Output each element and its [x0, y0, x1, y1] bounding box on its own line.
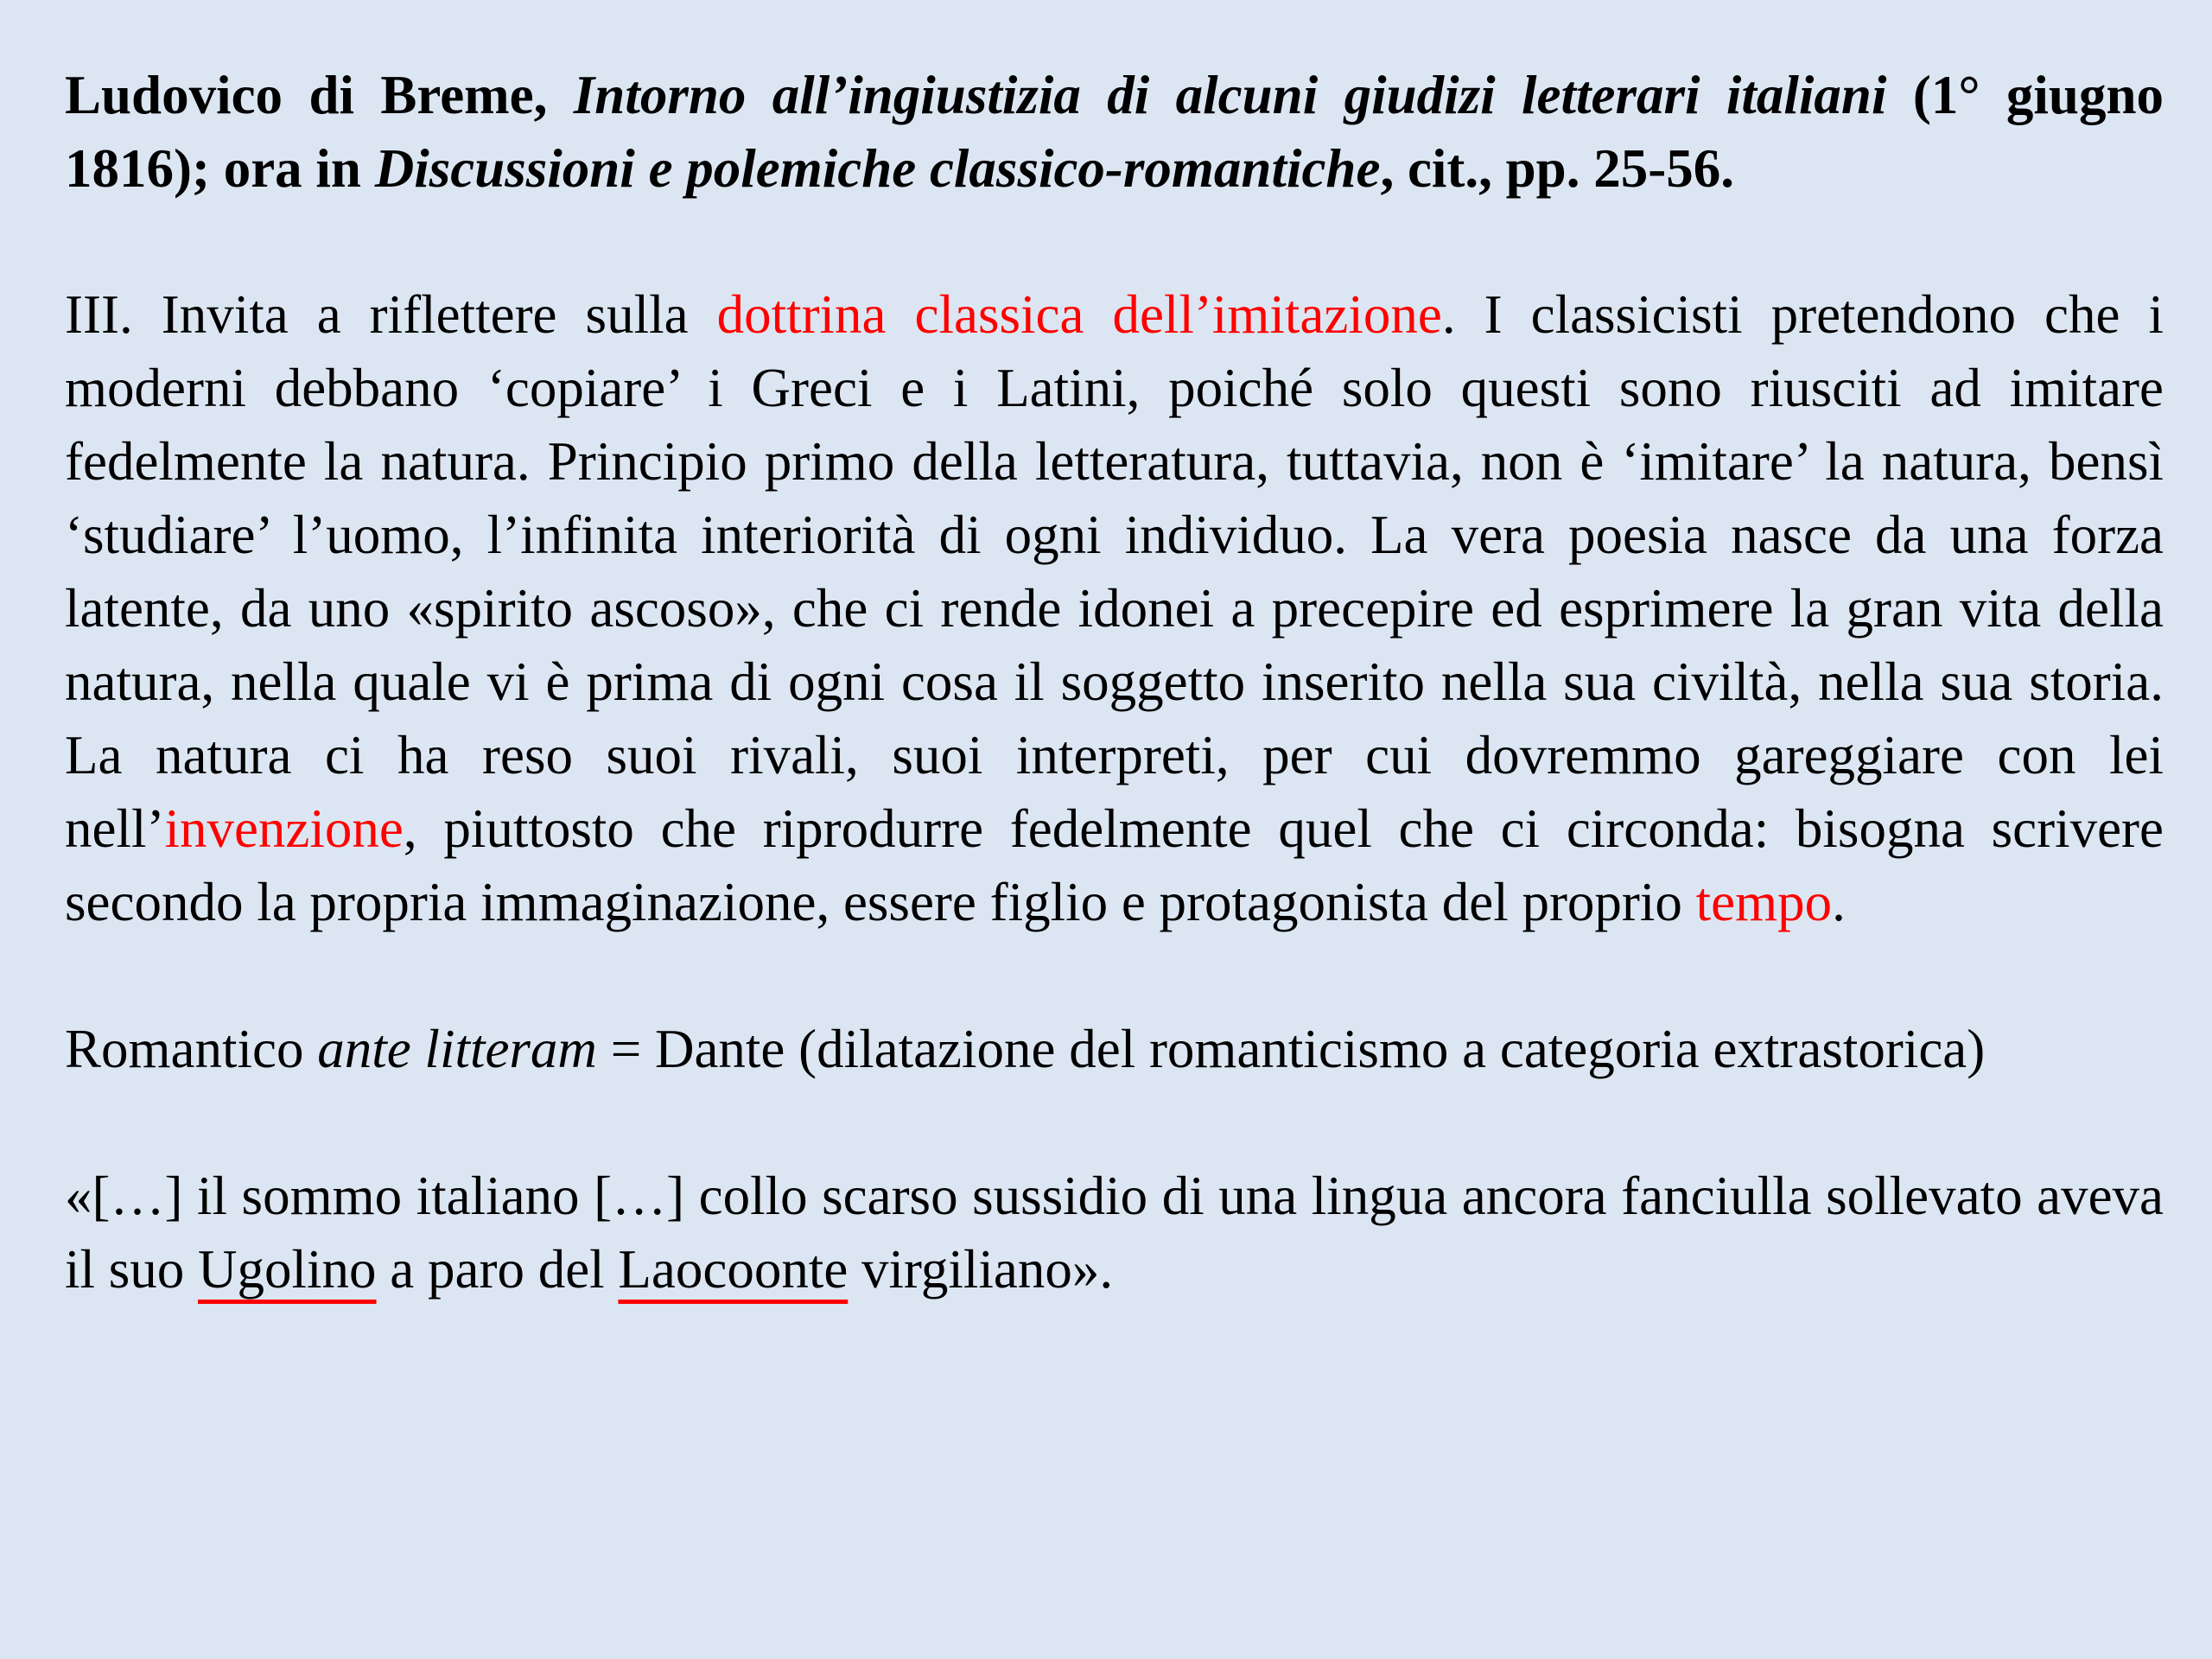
- paragraph1-part3: , piuttosto che riprodurre fedelmente quel che ci circonda: bisogna scrivere secondo la propria immaginazione, essere figlio e protagonista del proprio: [65, 798, 2164, 932]
- paragraph1-part4: .: [1832, 872, 1846, 932]
- paragraph2-part1: Romantico: [65, 1019, 318, 1079]
- heading-collection: Discussioni e polemiche classico-romantiche: [374, 138, 1381, 199]
- quote-part1: «[…] il sommo italiano […] collo scarso sussidio di una lingua ancora fanciulla sollevato aveva il suo: [65, 1166, 2164, 1300]
- highlight-invenzione: invenzione: [164, 798, 404, 859]
- heading-date: (1° giugno 1816); ora in: [65, 65, 2164, 199]
- paragraph-imitation: [65, 278, 2164, 939]
- heading-title: Intorno all’ingiustizia di alcuni giudizi letterari italiani: [573, 65, 1887, 125]
- highlight-tempo: tempo: [1695, 872, 1833, 932]
- quote-paragraph: [65, 1160, 2164, 1306]
- heading-author: Ludovico di Breme,: [65, 65, 574, 125]
- paragraph2-italic: ante litteram: [317, 1019, 597, 1079]
- paragraph1-part1: III. Invita a riflettere sulla: [65, 284, 717, 345]
- quote-part3: virgiliano».: [848, 1239, 1114, 1300]
- paragraph1-part2: . I classicisti pretendono che i moderni debbano ‘copiare’ i Greci e i Latini, poiché solo questi sono riusciti ad imitare fedelmente la natura. Principio primo della letteratura, tuttavia, non è ‘imitare’ la natura, bensì ‘studiare’ l’uomo, l’infinita interiorità di ogni individuo. La vera poesia nasce da una forza latente, da uno «spirito ascoso», che ci rende idonei a precepire ed esprimere la gran vita della natura, nella quale vi è prima di ogni cosa il soggetto inserito nella sua civiltà, nella sua storia. La natura ci ha reso suoi rivali, suoi interpreti, per cui dovremmo gareggiare con lei nell’: [65, 284, 2164, 859]
- underlined-laocoonte: Laocoonte: [618, 1239, 849, 1300]
- paragraph-dante: [65, 1013, 2164, 1086]
- quote-part2: a paro del: [376, 1239, 619, 1300]
- paragraph2-part2: = Dante (dilatazione del romanticismo a categoria extrastorica): [596, 1019, 1986, 1079]
- underlined-ugolino: Ugolino: [198, 1239, 377, 1300]
- citation-heading: [65, 59, 2164, 206]
- heading-reference: , cit., pp. 25-56.: [1380, 138, 1734, 199]
- highlight-dottrina: dottrina classica dell’imitazione: [716, 284, 1442, 345]
